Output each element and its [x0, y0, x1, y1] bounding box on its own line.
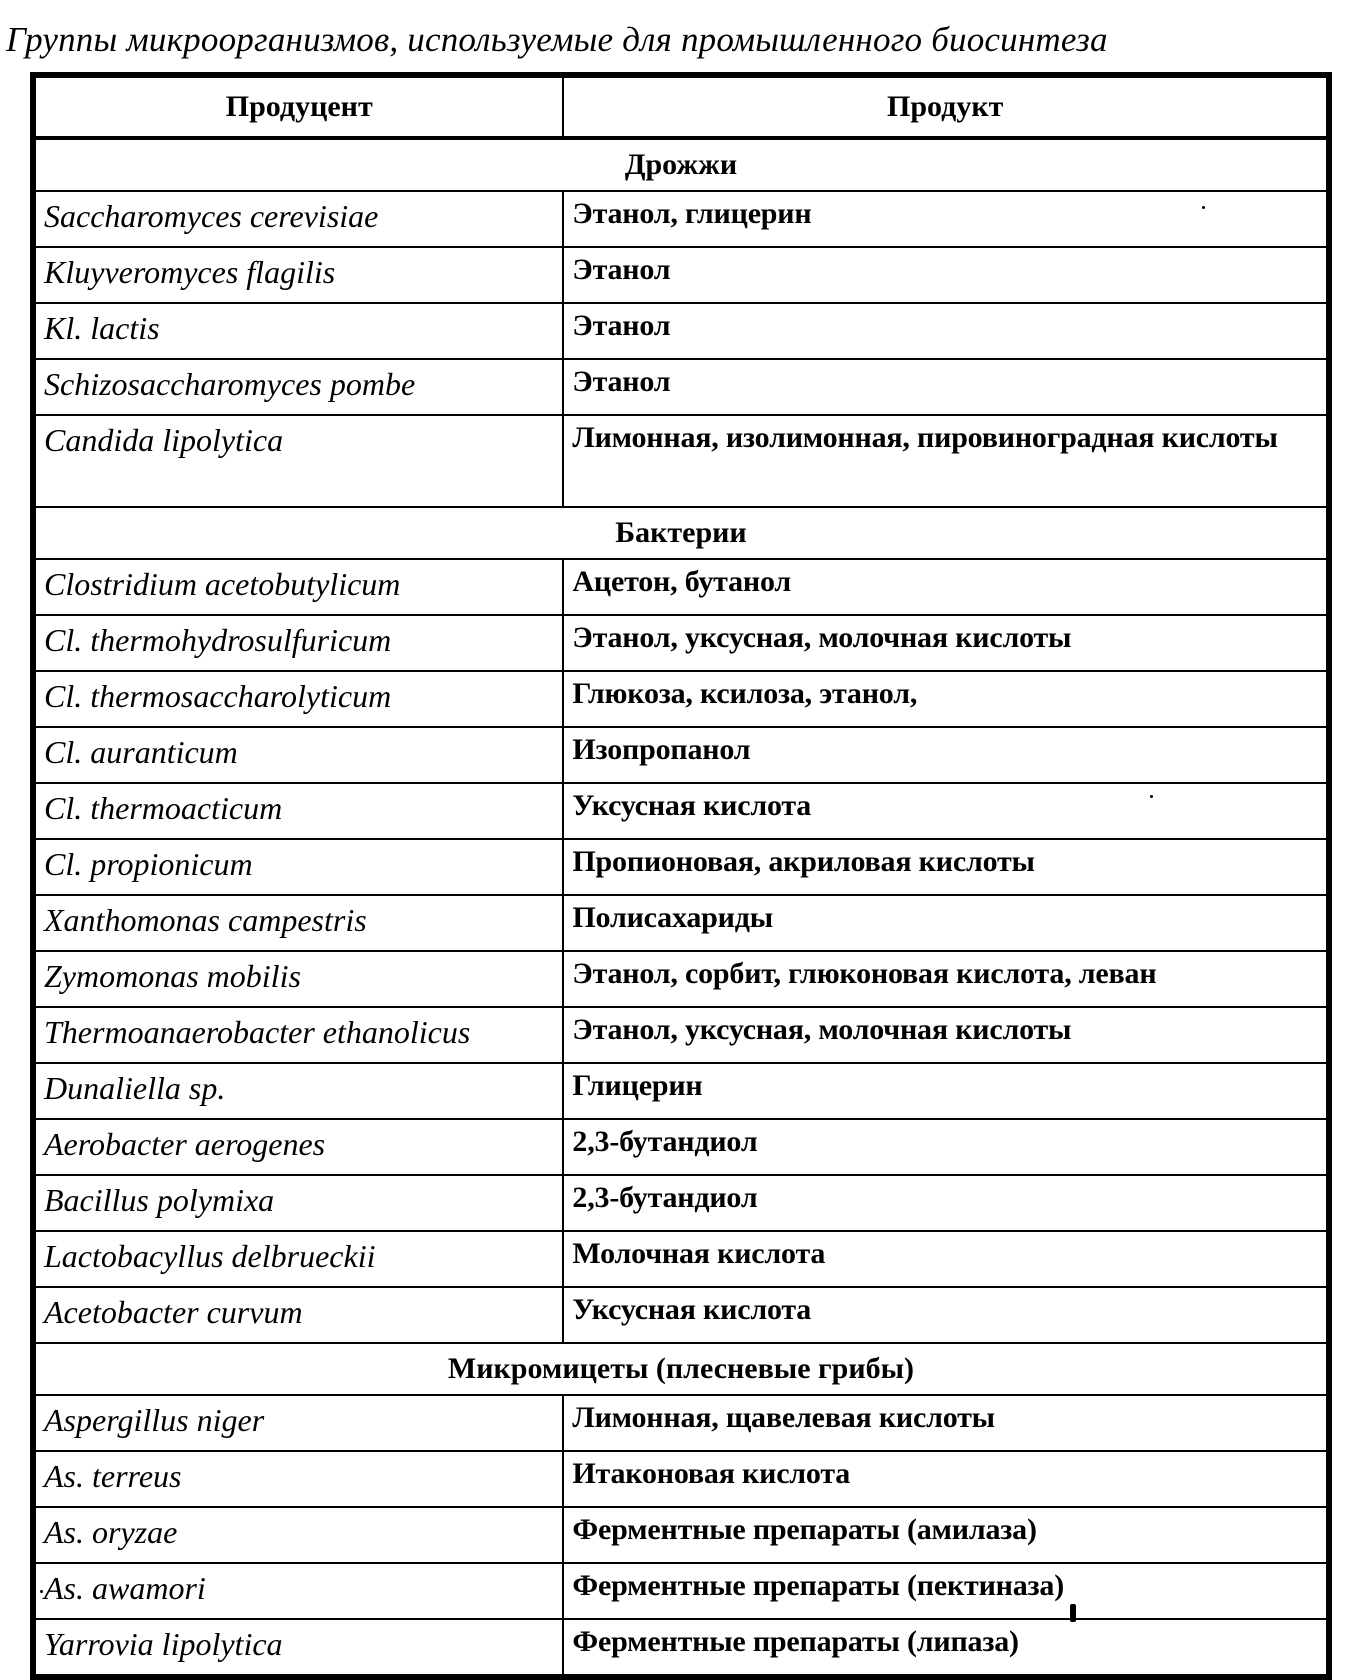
product-cell: Этанол, глицерин [563, 191, 1327, 247]
table-row [35, 671, 1327, 727]
product-cell: Ферментные препараты (амилаза) [563, 1507, 1327, 1563]
product-cell: Лимонная, изолимонная, пировиноградная кислоты [563, 415, 1327, 507]
scan-speck [40, 1590, 43, 1593]
table-row [35, 247, 1327, 303]
organism-cell: Cl. auranticum [35, 727, 563, 783]
product-cell: Этанол, уксусная, молочная кислоты [563, 615, 1327, 671]
product-cell: Этанол [563, 359, 1327, 415]
table-row [35, 559, 1327, 615]
group-row [35, 1343, 1327, 1395]
organism-cell: Clostridium acetobutylicum [35, 559, 563, 615]
table-row [35, 1619, 1327, 1675]
organism-cell: As. oryzae [35, 1507, 563, 1563]
product-cell: 2,3-бутандиол [563, 1175, 1327, 1231]
organism-cell: Xanthomonas campestris [35, 895, 563, 951]
organism-cell: Thermoanaerobacter ethanolicus [35, 1007, 563, 1063]
header-row [35, 77, 1327, 138]
group-heading: Микромицеты (плесневые грибы) [35, 1343, 1327, 1395]
table-row [35, 951, 1327, 1007]
page-title: Группы микроорганизмов, используемые для промышленного биосинтеза [6, 20, 1108, 59]
table-row [35, 1231, 1327, 1287]
product-cell: Уксусная кислота [563, 1287, 1327, 1343]
table-row [35, 1287, 1327, 1343]
table-body [35, 138, 1327, 1675]
organism-cell: Kl. lactis [35, 303, 563, 359]
table-row [35, 359, 1327, 415]
product-cell: Молочная кислота [563, 1231, 1327, 1287]
header-producer: Продуцент [35, 77, 563, 138]
product-cell: Этанол, уксусная, молочная кислоты [563, 1007, 1327, 1063]
organism-cell: Aspergillus niger [35, 1395, 563, 1451]
header-product: Продукт [563, 77, 1327, 138]
product-cell: Глицерин [563, 1063, 1327, 1119]
table-row [35, 615, 1327, 671]
product-cell: Этанол, сорбит, глюконовая кислота, леван [563, 951, 1327, 1007]
organism-cell: As. awamori [35, 1563, 563, 1619]
product-cell: Этанол [563, 303, 1327, 359]
table-row [35, 1007, 1327, 1063]
product-cell: Ферментные препараты (липаза) [563, 1619, 1327, 1675]
product-cell: Полисахариды [563, 895, 1327, 951]
table-row [35, 1563, 1327, 1619]
organism-cell: Yarrovia lipolytica [35, 1619, 563, 1675]
product-cell: Ацетон, бутанол [563, 559, 1327, 615]
table-row [35, 895, 1327, 951]
group-row [35, 507, 1327, 559]
table-row [35, 1175, 1327, 1231]
product-cell: Глюкоза, ксилоза, этанол, [563, 671, 1327, 727]
table-row [35, 727, 1327, 783]
organism-cell: Schizosaccharomyces pombe [35, 359, 563, 415]
microorganism-table [30, 72, 1332, 1680]
organism-cell: Cl. thermohydrosulfuricum [35, 615, 563, 671]
organism-cell: Dunaliella sp. [35, 1063, 563, 1119]
organism-cell: Zymomonas mobilis [35, 951, 563, 1007]
table-row [35, 1119, 1327, 1175]
group-heading: Бактерии [35, 507, 1327, 559]
product-cell: Уксусная кислота [563, 783, 1327, 839]
product-cell: Этанол [563, 247, 1327, 303]
organism-cell: Acetobacter curvum [35, 1287, 563, 1343]
product-cell: Итаконовая кислота [563, 1451, 1327, 1507]
table-row [35, 1395, 1327, 1451]
table-row [35, 783, 1327, 839]
organism-cell: Cl. thermosaccharolyticum [35, 671, 563, 727]
product-cell: Лимонная, щавелевая кислоты [563, 1395, 1327, 1451]
product-cell: Пропионовая, акриловая кислоты [563, 839, 1327, 895]
organism-cell: Lactobacyllus delbrueckii [35, 1231, 563, 1287]
table-row [35, 191, 1327, 247]
product-cell: 2,3-бутандиол [563, 1119, 1327, 1175]
organism-cell: As. terreus [35, 1451, 563, 1507]
organism-cell: Kluyveromyces flagilis [35, 247, 563, 303]
table-grid [34, 76, 1328, 1676]
organism-cell: Bacillus polymixa [35, 1175, 563, 1231]
scan-speck [1070, 1604, 1076, 1622]
group-heading: Дрожжи [35, 138, 1327, 191]
table-row [35, 1451, 1327, 1507]
table-row [35, 303, 1327, 359]
organism-cell: Candida lipolytica [35, 415, 563, 507]
group-row [35, 138, 1327, 191]
organism-cell: Saccharomyces cerevisiae [35, 191, 563, 247]
organism-cell: Cl. thermoacticum [35, 783, 563, 839]
scan-speck [1150, 795, 1153, 798]
table-row [35, 839, 1327, 895]
table-row [35, 1507, 1327, 1563]
scan-speck [1202, 206, 1205, 209]
product-cell: Ферментные препараты (пектиназа) [563, 1563, 1327, 1619]
table-row [35, 415, 1327, 507]
organism-cell: Aerobacter aerogenes [35, 1119, 563, 1175]
product-cell: Изопропанол [563, 727, 1327, 783]
table-row [35, 1063, 1327, 1119]
organism-cell: Cl. propionicum [35, 839, 563, 895]
